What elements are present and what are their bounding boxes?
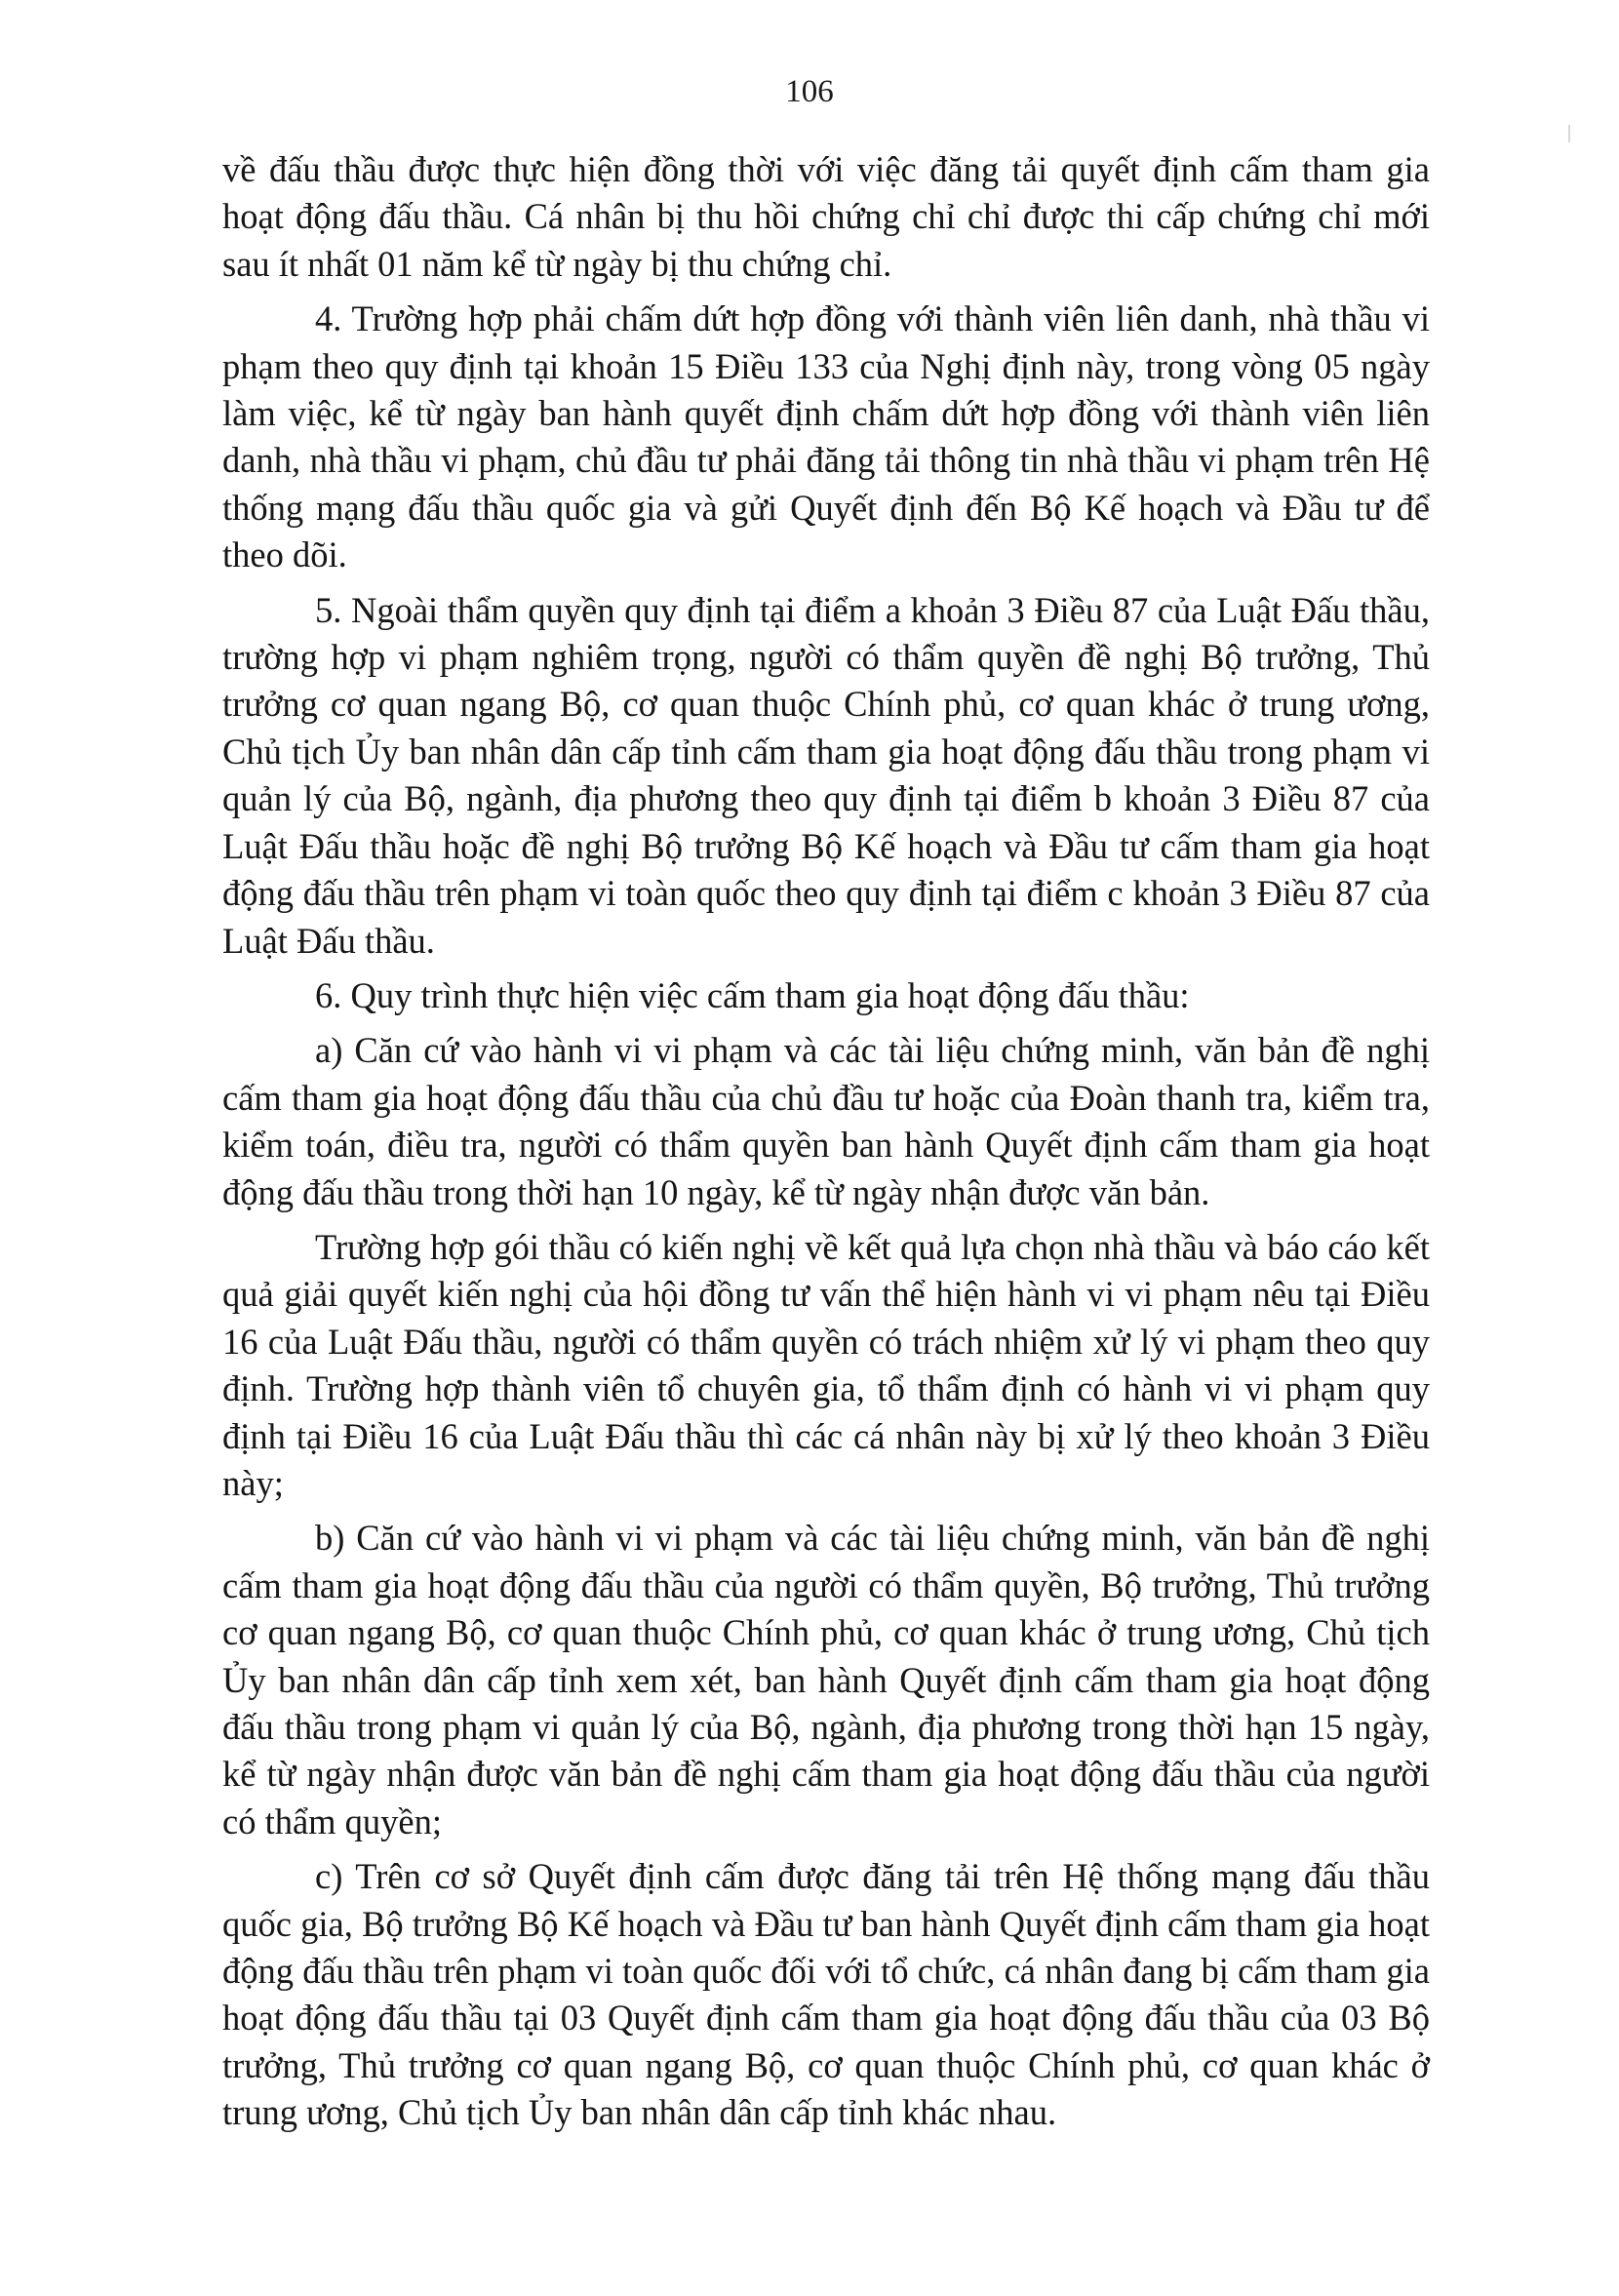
paragraph-item-4: 4. Trường hợp phải chấm dứt hợp đồng với thành viên liên danh, nhà thầu vi phạm theo quy định tại khoản 15 Điều 133 của Nghị định này, trong vòng 05 ngày làm việc, kể từ ngày ban hành quyết định chấm dứt hợp đồng với thành viên liên danh, nhà thầu vi phạm, chủ đầu tư phải đăng tải thông tin nhà thầu vi phạm trên Hệ thống mạng đấu thầu quốc gia và gửi Quyết định đến Bộ Kế hoạch và Đầu tư để theo dõi. (222, 298, 1430, 575)
paragraph-item-6: 6. Quy trình thực hiện việc cấm tham gia hoạt động đấu thầu: (315, 974, 1190, 1015)
paragraph-item-6a: a) Căn cứ vào hành vi vi phạm và các tài liệu chứng minh, văn bản đề nghị cấm tham gia hoạt động đấu thầu của chủ đầu tư hoặc của Đoàn thanh tra, kiểm tra, kiểm toán, điều tra, người có thẩm quyền ban hành Quyết định cấm tham gia hoạt động đấu thầu trong thời hạn 10 ngày, kể từ ngày nhận được văn bản. (222, 1030, 1430, 1212)
document-body (222, 146, 1430, 2145)
page-number: 106 (785, 74, 834, 109)
paragraph-item-5: 5. Ngoài thẩm quyền quy định tại điểm a khoản 3 Điều 87 của Luật Đấu thầu, trường hợp vi phạm nghiêm trọng, người có thẩm quyền đề nghị Bộ trưởng, Thủ trưởng cơ quan ngang Bộ, cơ quan thuộc Chính phủ, cơ quan khác ở trung ương, Chủ tịch Ủy ban nhân dân cấp tỉnh cấm tham gia hoạt động đấu thầu trong phạm vi quản lý của Bộ, ngành, địa phương theo quy định tại điểm b khoản 3 Điều 87 của Luật Đấu thầu hoặc đề nghị Bộ trưởng Bộ Kế hoạch và Đầu tư cấm tham gia hoạt động đấu thầu trên phạm vi toàn quốc theo quy định tại điểm c khoản 3 Điều 87 của Luật Đấu thầu. (222, 589, 1430, 961)
paragraph-continuation: về đấu thầu được thực hiện đồng thời với việc đăng tải quyết định cấm tham gia hoạt động đấu thầu. Cá nhân bị thu hồi chứng chỉ chỉ được thi cấp chứng chỉ mới sau ít nhất 01 năm kể từ ngày bị thu chứng chỉ. (222, 149, 1430, 284)
scan-margin-mark (1568, 125, 1570, 142)
paragraph-item-6a-note: Trường hợp gói thầu có kiến nghị về kết quả lựa chọn nhà thầu và báo cáo kết quả giải quyết kiến nghị của hội đồng tư vấn thể hiện hành vi vi phạm nêu tại Điều 16 của Luật Đấu thầu, người có thẩm quyền có trách nhiệm xử lý vi phạm theo quy định. Trường hợp thành viên tổ chuyên gia, tổ thẩm định có hành vi vi phạm quy định tại Điều 16 của Luật Đấu thầu thì các cá nhân này bị xử lý theo khoản 3 Điều này; (222, 1226, 1430, 1503)
paragraph-item-6b: b) Căn cứ vào hành vi vi phạm và các tài liệu chứng minh, văn bản đề nghị cấm tham gia hoạt động đấu thầu của người có thẩm quyền, Bộ trưởng, Thủ trưởng cơ quan ngang Bộ, cơ quan thuộc Chính phủ, cơ quan khác ở trung ương, Chủ tịch Ủy ban nhân dân cấp tỉnh xem xét, ban hành Quyết định cấm tham gia hoạt động đấu thầu trong phạm vi quản lý của Bộ, ngành, địa phương trong thời hạn 15 ngày, kể từ ngày nhận được văn bản đề nghị cấm tham gia hoạt động đấu thầu của người có thẩm quyền; (222, 1518, 1430, 1841)
paragraph-item-6c: c) Trên cơ sở Quyết định cấm được đăng tải trên Hệ thống mạng đấu thầu quốc gia, Bộ trưởng Bộ Kế hoạch và Đầu tư ban hành Quyết định cấm tham gia hoạt động đấu thầu trên phạm vi toàn quốc đối với tổ chức, cá nhân đang bị cấm tham gia hoạt động đấu thầu tại 03 Quyết định cấm tham gia hoạt động đấu thầu của 03 Bộ trưởng, Thủ trưởng cơ quan ngang Bộ, cơ quan thuộc Chính phủ, cơ quan khác ở trung ương, Chủ tịch Ủy ban nhân dân cấp tỉnh khác nhau. (222, 1856, 1430, 2133)
